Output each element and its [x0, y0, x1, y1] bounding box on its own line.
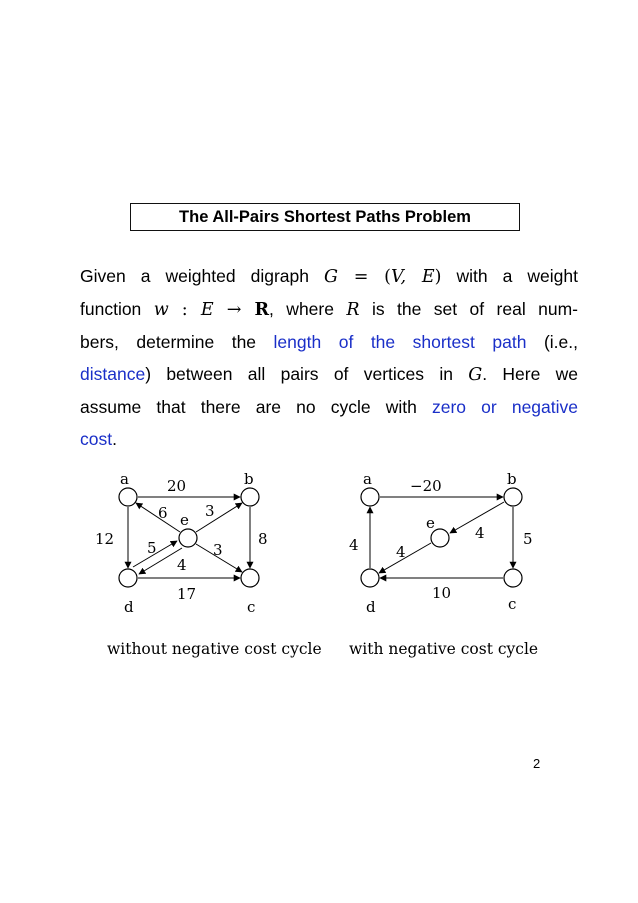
- edge-e-b: [196, 503, 242, 532]
- weight-c-d: 10: [432, 584, 452, 602]
- weight-e-b: 3: [205, 502, 215, 520]
- weight-a-b: −20: [410, 477, 442, 495]
- weight-d-e: 5: [147, 539, 157, 557]
- node-d: [361, 569, 379, 587]
- math-symbol: R: [254, 300, 270, 320]
- weight-b-e: 4: [475, 524, 485, 542]
- math-symbol: ): [434, 267, 442, 287]
- math-symbol: G: [468, 365, 483, 385]
- node-d: [119, 569, 137, 587]
- node-a: [119, 488, 137, 506]
- node-label-e: e: [180, 511, 189, 529]
- text-run: is the set of real num-: [359, 299, 578, 319]
- math-symbol: = (: [338, 267, 391, 287]
- node-b: [504, 488, 522, 506]
- math-symbol: →: [213, 300, 255, 320]
- text-run: with a weight: [441, 266, 578, 286]
- math-symbol: E: [200, 300, 214, 320]
- caption-left: without negative cost cycle: [107, 640, 322, 658]
- text-run: (i.e.,: [526, 332, 578, 352]
- slide-title-text: The All-Pairs Shortest Paths Problem: [179, 207, 471, 226]
- weight-e-d: 4: [177, 556, 187, 574]
- math-symbol: R: [346, 300, 360, 320]
- text-run: , where: [269, 299, 347, 319]
- text-run: function: [80, 299, 154, 319]
- page-number: 2: [533, 756, 541, 771]
- node-c: [504, 569, 522, 587]
- text-run: assume that there are no cycle with: [80, 397, 432, 417]
- math-symbol: G: [324, 267, 338, 287]
- node-c: [241, 569, 259, 587]
- weight-d-c: 17: [177, 585, 197, 603]
- weight-e-a: 6: [158, 504, 168, 522]
- weight-e-d: 4: [396, 543, 406, 561]
- text-run: Given a weighted digraph: [80, 266, 325, 286]
- weight-b-c: 5: [523, 530, 533, 548]
- math-symbol: w: [153, 300, 169, 320]
- node-label-d: d: [366, 598, 376, 616]
- weight-a-d: 12: [95, 530, 115, 548]
- weight-d-a: 4: [349, 536, 359, 554]
- node-label-a: a: [363, 470, 372, 488]
- text-run: bers, determine the: [80, 332, 274, 352]
- weight-e-c: 3: [213, 541, 223, 559]
- node-label-b: b: [507, 470, 517, 488]
- node-label-a: a: [120, 470, 129, 488]
- node-b: [241, 488, 259, 506]
- node-label-c: c: [247, 598, 256, 616]
- highlighted-term: zero or negative: [431, 397, 578, 417]
- node-label-b: b: [244, 470, 254, 488]
- weight-a-b: 20: [167, 477, 187, 495]
- node-label-e: e: [426, 514, 435, 532]
- highlighted-term: length of the shortest path: [273, 332, 527, 352]
- text-run: . Here we: [482, 364, 579, 384]
- node-e: [179, 529, 197, 547]
- highlighted-term: distance: [80, 364, 146, 384]
- text-run: ) between all pairs of vertices in: [145, 364, 469, 384]
- node-label-d: d: [124, 598, 134, 616]
- node-label-c: c: [508, 595, 517, 613]
- highlighted-term: cost: [80, 429, 113, 449]
- weight-b-c: 8: [258, 530, 268, 548]
- math-symbol: V, E: [390, 267, 435, 287]
- math-symbol: :: [168, 300, 201, 320]
- caption-right: with negative cost cycle: [349, 640, 539, 658]
- edge-e-d: [139, 548, 182, 574]
- node-a: [361, 488, 379, 506]
- text-run: .: [112, 429, 117, 449]
